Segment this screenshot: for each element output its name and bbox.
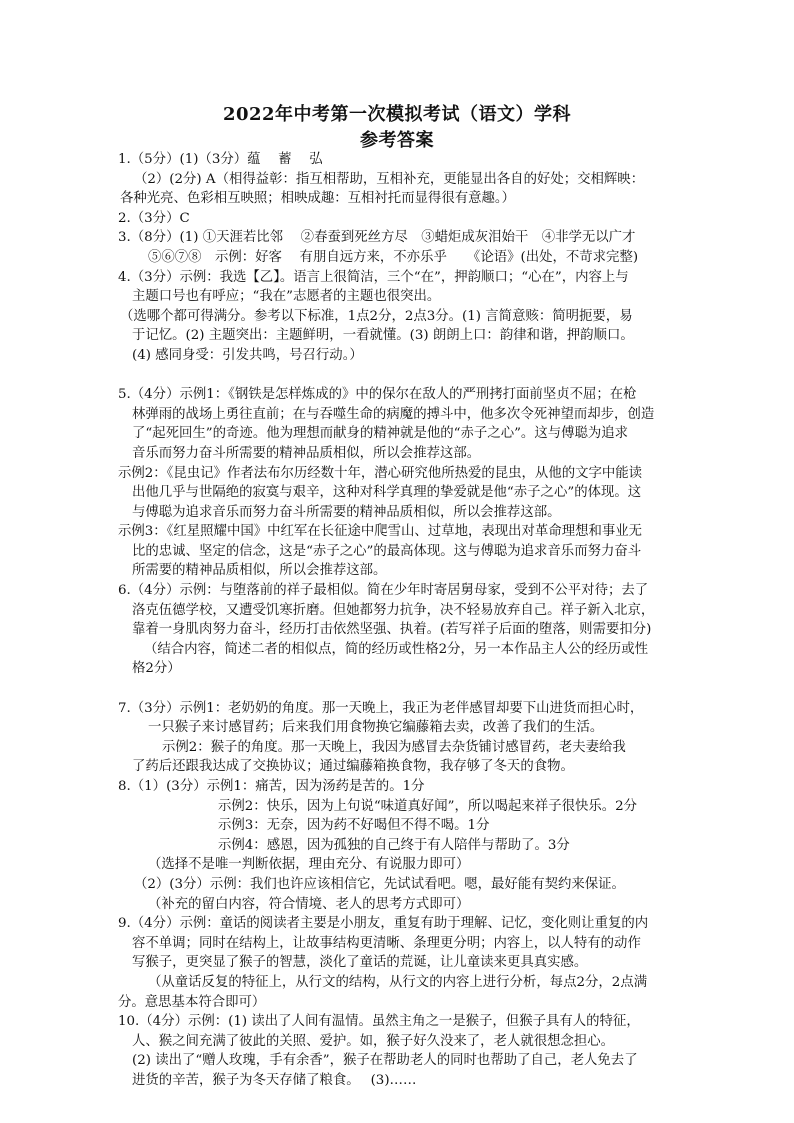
- answer-line: 6.（4分）示例：与堕落前的祥子最相似。简在少年时寄居舅母家，受到不公平对待；去了: [118, 583, 649, 599]
- answer-line: 4.（3分）示例：我选【乙】。语言上很简洁，三个“在”，押韵顺口；“心在”，内容上与: [118, 269, 629, 285]
- answer-line: 示例2：《昆虫记》作者法布尔历经数十年，潜心研究他所热爱的昆虫，从他的文字中能读: [118, 465, 643, 481]
- answer-line: 10.（4分）示例：(1) 读出了人间有温情。虽然主角之一是猴子，但猴子具有人的特征，: [118, 1014, 640, 1030]
- document-subtitle: 参考答案: [360, 130, 434, 151]
- answer-line: 与傅聪为追求音乐而努力奋斗所需要的精神品质相似，所以会推荐这部。: [132, 504, 561, 520]
- answer-line: 比的忠诚、坚定的信念，这是“赤子之心”的最高体现。这与傅聪为追求音乐而努力奋斗: [132, 543, 642, 559]
- answer-line: (2) 读出了“赠人玫瑰，手有余香”，猴子在帮助老人的同时也帮助了自己，老人免去了: [132, 1053, 638, 1069]
- answer-line: 一只猴子来讨感冒药；后来我们用食物换它编藤箱去卖，改善了我们的生活。: [148, 720, 604, 736]
- blank-line: [118, 679, 684, 699]
- answer-line: （选择不是唯一判断依据，理由充分、有说服力即可）: [148, 857, 470, 873]
- answer-line: 3.（8分）(1) ①天涯若比邻 ②春蚕到死丝方尽 ③蜡炬成灰泪始干 ④非学无以广才: [118, 230, 636, 246]
- answer-line: 1.（5分）(1)（3分）蕴 蓄 弘: [118, 152, 323, 167]
- answer-line: 靠着一身肌肉努力奋斗，经历打击依然坚强、执着。(若写祥子后面的堕落，则需要扣分): [132, 622, 652, 638]
- answer-line: 格2分）: [132, 661, 181, 677]
- answer-line: (4) 感同身受：引发共鸣，号召行动。）: [132, 347, 363, 363]
- answer-line: （补充的留白内容，符合情境、老人的思考方式即可）: [148, 896, 470, 912]
- answer-line: 林弹雨的战场上勇往直前；在与吞噬生命的病魔的搏斗中，他多次令死神望而却步，创造: [132, 406, 655, 422]
- answer-line: 示例3：无奈，因为药不好喝但不得不喝。1分: [218, 818, 490, 834]
- answer-line: 示例2：猴子的角度。那一天晚上，我因为感冒去杂货铺讨感冒药，老夫妻给我: [162, 739, 626, 755]
- answer-line: 示例3：《红星照耀中国》中红军在长征途中爬雪山、过草地，表现出对革命理想和事业无: [118, 524, 643, 540]
- answer-line: 分。意思基本符合即可）: [118, 994, 266, 1010]
- answer-line: 洛克伍德学校，又遭受饥寒折磨。但她都努力抗争，决不轻易放弃自己。祥子新入北京，: [132, 602, 655, 618]
- answer-line: 9.（4分）示例：童话的阅读者主要是小朋友，重复有助于理解、记忆，变化则让重复的内: [118, 916, 649, 932]
- answer-line: （选哪个都可得满分。参考以下标准，1点2分，2点3分。(1) 言简意赅：简明扼要，易: [120, 308, 633, 324]
- answer-line: 人、猴之间充满了彼此的关照、爱护。如，猴子好久没来了，老人就很想念担心。: [132, 1033, 615, 1049]
- answer-line: 5.（4分）示例1：《钢铁是怎样炼成的》中的保尔在敌人的严刑拷打面前坚贞不屈；在枪: [118, 387, 637, 403]
- answer-line: 容不单调；同时在结构上，让故事结构更清晰、条理更分明；内容上，以人特有的动作: [132, 935, 641, 951]
- blank-line: [118, 366, 684, 386]
- answer-line: 进货的辛苦，猴子为冬天存储了粮食。 (3)……: [132, 1072, 417, 1088]
- answer-line: 了“起死回生”的奇迹。他为理想而献身的精神就是他的“赤子之心”。这与傅聪为追求: [132, 426, 629, 442]
- answer-line: 示例2：快乐，因为上句说“味道真好闻”，所以喝起来祥子很快乐。2分: [218, 798, 638, 814]
- answer-line: 2.（3分）C: [118, 210, 190, 226]
- document-title: 2022年中考第一次模拟考试（语文）学科: [222, 104, 572, 125]
- answer-line: 于记忆。(2) 主题突出：主题鲜明，一看就懂。(3) 朗朗上口：韵律和谐，押韵顺口。: [132, 328, 634, 344]
- answer-line: 主题口号也有呼应；“我在”志愿者的主题也很突出。: [132, 289, 441, 305]
- answer-line: （2）(3分）示例：我们也许应该相信它，先试试看吧。嗯，最好能有契约来保证。: [134, 876, 625, 892]
- answer-line: 了药后还跟我达成了交换协议；通过编藤箱换食物，我存够了冬天的食物。: [132, 759, 574, 775]
- answer-line: （从童话反复的特征上，从行文的结构，从行文的内容上进行分析，每点2分，2点满: [148, 974, 648, 990]
- answer-line: 各种光亮、色彩相互映照；相映成趣：互相衬托而显得很有意趣。）: [120, 191, 516, 207]
- answer-line: ⑤⑥⑦⑧ 示例：好客 有朋自远方来，不亦乐乎 《论语》(出处，不苛求完整): [148, 249, 639, 265]
- answer-line: 7.（3分）示例1：老奶奶的角度。那一天晚上，我正为老伴感冒却要下山进货而担心时，: [118, 700, 644, 716]
- answer-line: 出他几乎与世隔绝的寂寞与艰辛，这种对科学真理的挚爱就是他“赤子之心”的体现。这: [132, 485, 642, 501]
- answer-line: 8.（1）(3分）示例1：痛苦，因为汤药是苦的。1分: [118, 779, 425, 794]
- answer-line: （结合内容，简述二者的相似点，简的经历或性格2分，另一本作品主人公的经历或性: [144, 641, 648, 657]
- answer-body: [118, 150, 684, 1091]
- answer-line: 所需要的精神品质相似，所以会推荐这部。: [132, 563, 387, 579]
- answer-line: 示例4：感恩，因为孤独的自己终于有人陪伴与帮助了。3分: [218, 837, 570, 853]
- answer-line: 音乐而努力奋斗所需要的精神品质相似，所以会推荐这部。: [132, 445, 481, 461]
- answer-line: （2）(2分) A（相得益彰：指互相帮助，互相补充，更能显出各自的好处；交相辉映：: [134, 171, 645, 187]
- answer-line: 写猴子，更突显了猴子的智慧，淡化了童话的荒诞，让儿童读来更具真实感。: [132, 955, 588, 971]
